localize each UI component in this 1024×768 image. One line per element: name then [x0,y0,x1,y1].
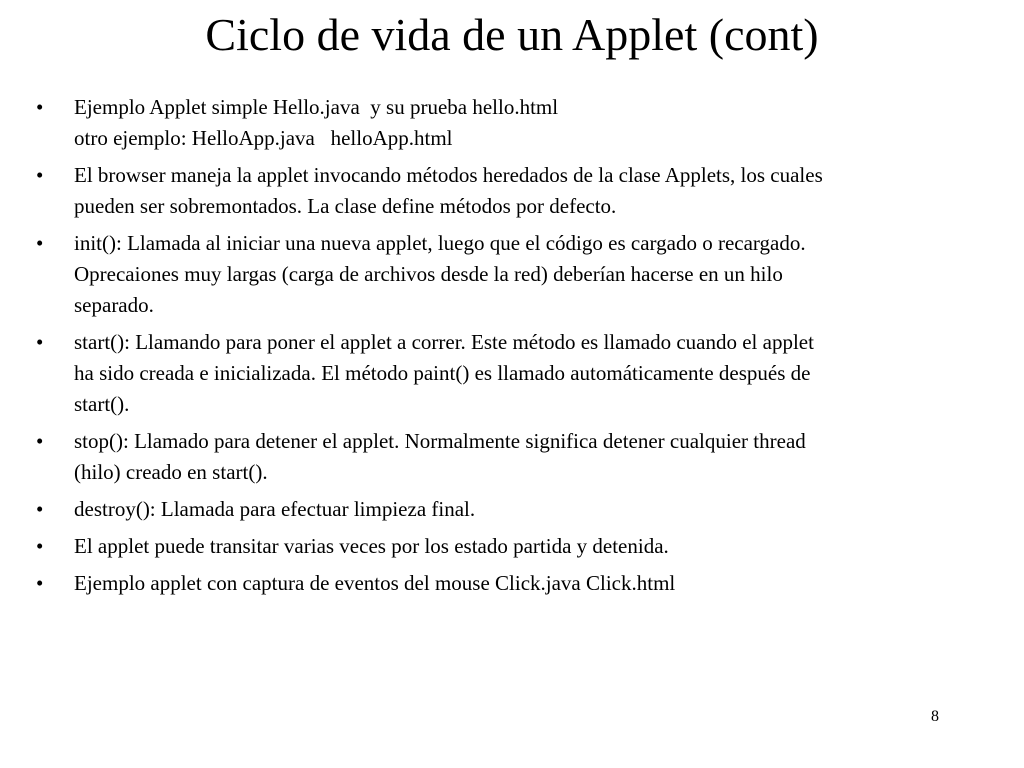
bullet-icon: • [36,497,44,521]
bullet-text-line: Ejemplo Applet simple Hello.java y su prueba hello.html [74,95,559,119]
bullet-text-line: destroy(): Llamada para efectuar limpieza final. [74,497,476,521]
bullet-list [32,92,1002,605]
bullet-item-init [32,228,1002,321]
bullet-icon: • [36,534,44,558]
bullet-text-line: El applet puede transitar varias veces por los estado partida y detenida. [74,534,669,558]
slide-title: Ciclo de vida de un Applet (cont) [205,9,819,60]
bullet-item-start [32,327,1002,420]
bullet-text-line: ha sido creada e inicializada. El método paint() es llamado automáticamente después de [74,361,811,385]
bullet-text-line: Ejemplo applet con captura de eventos del mouse Click.java Click.html [74,571,676,595]
bullet-text-line: init(): Llamada al iniciar una nueva applet, luego que el código es cargado o recargado. [74,231,806,255]
bullet-icon: • [36,231,44,255]
bullet-item-hello-example [32,92,1002,154]
bullet-text-line: pueden ser sobremontados. La clase define métodos por defecto. [74,194,617,218]
bullet-text-line: (hilo) creado en start(). [74,460,268,484]
bullet-text-line: stop(): Llamado para detener el applet. Normalmente significa detener cualquier thread [74,429,806,453]
bullet-item-click-example [32,568,1002,599]
bullet-item-browser [32,160,1002,222]
bullet-icon: • [36,95,44,119]
bullet-text-line: separado. [74,293,154,317]
bullet-icon: • [36,571,44,595]
bullet-text-line: otro ejemplo: HelloApp.java helloApp.html [74,126,453,150]
bullet-item-destroy [32,494,1002,525]
bullet-item-transitions [32,531,1002,562]
bullet-text-line: Oprecaiones muy largas (carga de archivos desde la red) deberían hacerse en un hilo [74,262,783,286]
bullet-icon: • [36,330,44,354]
bullet-item-stop [32,426,1002,488]
slide-number: 8 [931,708,939,725]
bullet-text-line: El browser maneja la applet invocando métodos heredados de la clase Applets, los cuales [74,163,823,187]
bullet-icon: • [36,429,44,453]
bullet-text-line: start(). [74,392,130,416]
bullet-text-line: start(): Llamando para poner el applet a correr. Este método es llamado cuando el applet [74,330,814,354]
bullet-icon: • [36,163,44,187]
